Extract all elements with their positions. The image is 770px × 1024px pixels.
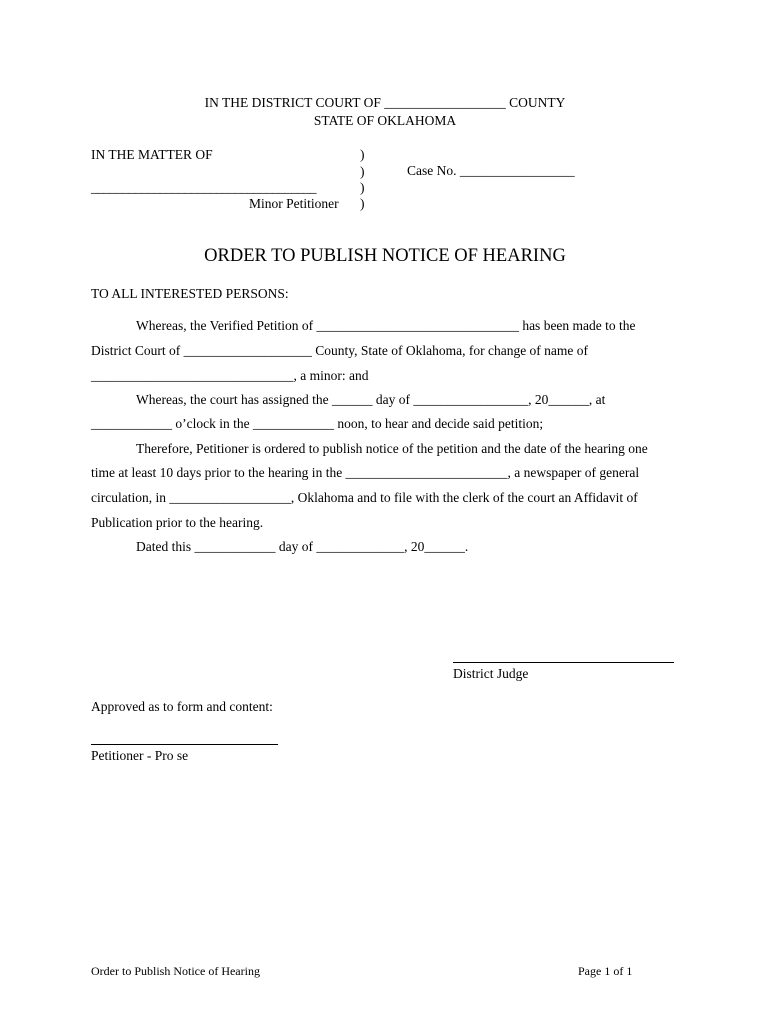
state-heading: STATE OF OKLAHOMA <box>313 113 457 128</box>
body-line-4: Whereas, the court has assigned the ______ day of _________________, 20______, at <box>136 392 606 407</box>
case-number: Case No. _________________ <box>407 163 575 178</box>
body-line-2: District Court of ___________________ County, State of Oklahoma, for change of name of <box>91 343 589 358</box>
footer-page-number: Page 1 of 1 <box>578 964 633 978</box>
body-line-9: Publication prior to the hearing. <box>91 515 264 530</box>
caption-paren-4: ) <box>360 196 365 211</box>
petitioner-signature-line <box>91 744 278 745</box>
court-heading: IN THE DISTRICT COURT OF __________________ COUNTY <box>204 95 566 110</box>
body-line-1: Whereas, the Verified Petition of ______________________________ has been made to the <box>136 318 636 333</box>
judge-label: District Judge <box>453 666 529 681</box>
minor-petitioner-label: Minor Petitioner <box>249 196 339 211</box>
salutation: TO ALL INTERESTED PERSONS: <box>91 286 289 301</box>
document-title: ORDER TO PUBLISH NOTICE OF HEARING <box>204 246 566 266</box>
body-line-8: circulation, in __________________, Oklahoma and to file with the clerk of the court an Affidavit of <box>91 490 638 505</box>
caption-paren-2: ) <box>360 164 365 179</box>
caption-paren-3: ) <box>360 180 365 195</box>
dated-line: Dated this ____________ day of _____________, 20______. <box>136 539 469 554</box>
body-line-3: ______________________________, a minor: and <box>91 368 369 383</box>
body-line-7: time at least 10 days prior to the hearing in the ________________________, a newspaper of general <box>91 465 640 480</box>
approved-label: Approved as to form and content: <box>91 699 273 714</box>
body-line-6: Therefore, Petitioner is ordered to publish notice of the petition and the date of the hearing one <box>136 441 648 456</box>
petitioner-blank: ____________________________________ <box>91 180 316 195</box>
footer-document-title: Order to Publish Notice of Hearing <box>91 964 260 978</box>
judge-signature-line <box>453 662 674 663</box>
petitioner-pro-se-label: Petitioner - Pro se <box>91 748 189 763</box>
body-line-5: ____________ o’clock in the ____________ noon, to hear and decide said petition; <box>91 416 544 431</box>
caption-paren-1: ) <box>360 147 365 162</box>
matter-label: IN THE MATTER OF <box>91 147 213 162</box>
